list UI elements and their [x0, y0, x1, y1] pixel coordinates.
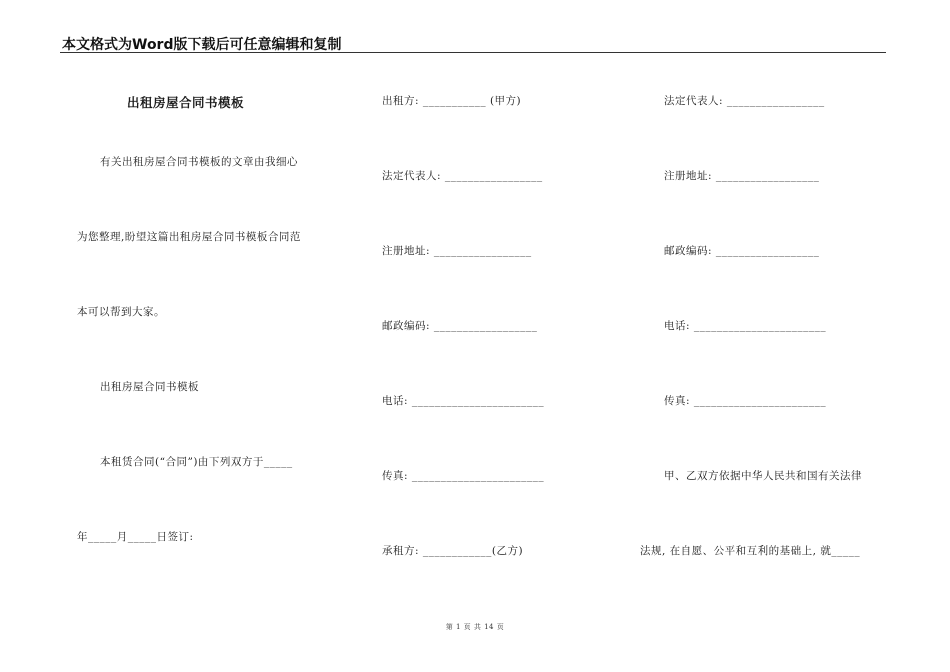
section-heading: 出租房屋合同书模板	[100, 381, 199, 393]
intro-line-3: 本可以帮到大家。	[77, 306, 165, 318]
intro-line-1: 有关出租房屋合同书模板的文章由我细心	[100, 156, 298, 168]
lessee-postcode-field: 邮政编码: __________________	[664, 245, 820, 257]
document-header: 本文格式为Word版下载后可任意编辑和复制	[62, 37, 342, 53]
lessee-field: 承租方: ____________(乙方)	[382, 545, 524, 557]
lessor-representative-field: 法定代表人: _________________	[382, 170, 543, 182]
contract-title: 出租房屋合同书模板	[127, 95, 245, 110]
lessee-representative-field: 法定代表人: _________________	[664, 95, 825, 107]
header-divider	[60, 52, 886, 53]
lessee-address-field: 注册地址: __________________	[664, 170, 820, 182]
page-number: 第 1 页 共 14 页	[445, 623, 505, 631]
lessor-field: 出租方: ___________ (甲方)	[382, 95, 522, 107]
terms-line-1: 甲、乙双方依据中华人民共和国有关法律	[664, 470, 862, 482]
agreement-line-1: 本租赁合同(“合同”)由下列双方于_____	[100, 456, 293, 468]
intro-line-2: 为您整理,盼望这篇出租房屋合同书模板合同范	[77, 231, 301, 243]
lessee-fax-field: 传真: _______________________	[664, 395, 827, 407]
agreement-line-2: 年_____月_____日签订:	[77, 531, 194, 543]
lessor-address-field: 注册地址: _________________	[382, 245, 532, 257]
terms-line-2: 法规, 在自愿、公平和互利的基础上, 就_____	[640, 545, 861, 557]
lessor-fax-field: 传真: _______________________	[382, 470, 545, 482]
lessor-postcode-field: 邮政编码: __________________	[382, 320, 538, 332]
lessor-phone-field: 电话: _______________________	[382, 395, 545, 407]
lessee-phone-field: 电话: _______________________	[664, 320, 827, 332]
